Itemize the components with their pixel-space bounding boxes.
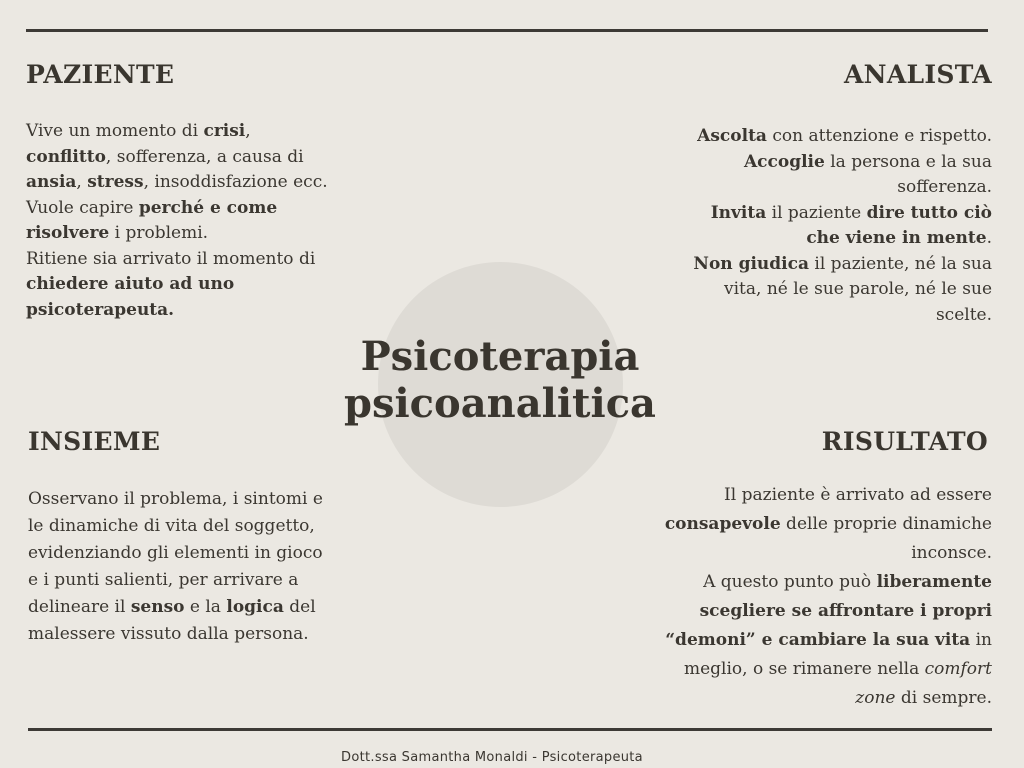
text-run: crisi [203, 121, 246, 141]
text-run: Osservano il problema, i sintomi e le dinamiche di vita del soggetto, evidenziando gli elementi in gioco e i punti salienti, per arrivare a delineare il [28, 489, 323, 617]
text-run: il paziente, né la sua vita, né le sue parole, né le sue scelte. [724, 253, 992, 325]
text-run: Il paziente è arrivato ad essere [724, 485, 992, 505]
text-run: Accoglie [743, 151, 825, 172]
paragraph-insieme [28, 486, 328, 648]
footer-credit: Dott.ssa Samantha Monaldi - Psicoterapeuta [341, 750, 643, 765]
text-run: di sempre. [895, 688, 992, 708]
heading-paziente: PAZIENTE [26, 60, 175, 89]
text-run: conflitto [26, 146, 106, 167]
text-run: dire tutto ciò che viene in mente [806, 202, 992, 248]
text-run: consapevole [664, 514, 781, 534]
text-run: ansia [26, 172, 77, 192]
heading-risultato: RISULTATO [821, 427, 988, 456]
heading-analista: ANALISTA [843, 60, 992, 89]
text-run: il paziente [766, 202, 867, 223]
heading-insieme: INSIEME [28, 427, 161, 456]
text-run: Invita [710, 202, 767, 223]
text-run: stress [87, 172, 144, 192]
text-run: logica [226, 597, 284, 617]
text-run: , insoddisfazione ecc. [143, 172, 328, 192]
text-run: Ritiene sia arrivato il momento di [26, 248, 316, 269]
text-run: liberamente scegliere se affrontare i propri “demoni” e cambiare la sua vita [665, 572, 992, 650]
text-run: comfort zone [855, 659, 992, 708]
top-divider [26, 29, 988, 32]
paragraph-analista [687, 124, 992, 328]
text-run: in meglio, o se rimanere nella [683, 630, 992, 679]
text-run: perché e come risolvere [26, 197, 278, 243]
text-run: delle proprie dinamiche inconsce. [780, 514, 992, 563]
text-run: Vuole capire [26, 197, 139, 218]
text-run: . [986, 228, 992, 248]
text-run: Ascolta [697, 126, 767, 146]
text-run: la persona e la sua sofferenza. [824, 151, 992, 197]
text-run: A questo punto può [703, 572, 877, 592]
text-run: , [76, 172, 88, 192]
text-run: Non giudica [693, 253, 809, 274]
text-run: con attenzione e rispetto. [766, 126, 992, 146]
paragraph-paziente [26, 119, 331, 323]
text-run: e la [184, 597, 227, 617]
text-run: , [245, 121, 251, 141]
text-run: , sofferenza, a causa di [105, 146, 304, 167]
text-run: Vive un momento di [26, 121, 204, 141]
text-run: del malessere vissuto dalla persona. [28, 597, 316, 644]
center-title: Psicoterapia psicoanalitica [344, 333, 656, 427]
text-run: chiedere aiuto ad uno psicoterapeuta. [26, 274, 235, 320]
bottom-divider [28, 728, 992, 731]
paragraph-risultato [647, 481, 992, 713]
text-run: i problemi. [109, 223, 209, 243]
text-run: senso [130, 597, 185, 617]
